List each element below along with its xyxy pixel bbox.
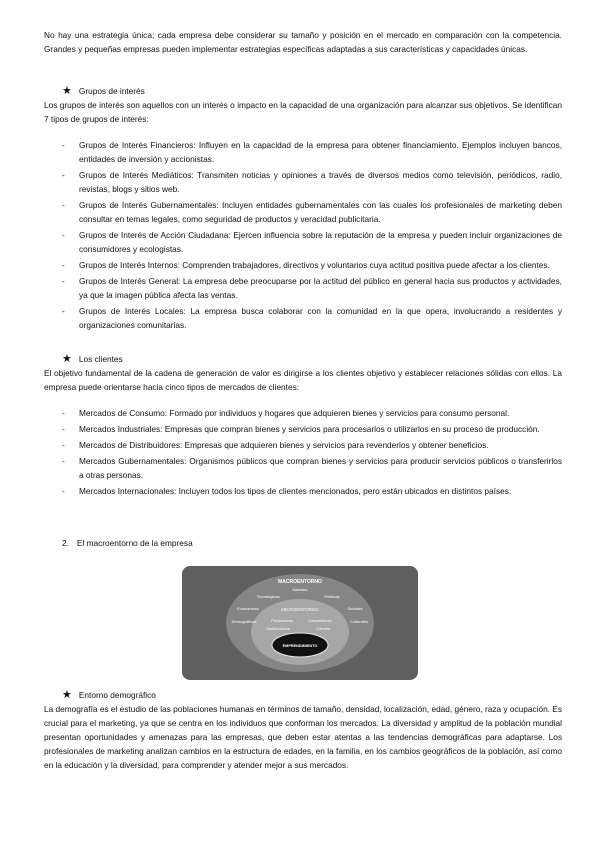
- demografico-paragraph: La demografía es el estudio de las poblaciones humanas en términos de tamaño, densidad, localización, edad, género, raza y ocupación. Es crucial para el marketing, ya que se centra en los individuos que conforman los mercados. La diversidad y amplitud de la población mundial presentan oportunidades y amenazas para las empresas, que deben estar atentas a las tendencias demográficas para adaptarse. Los profesionales de marketing analizan cambios en la estructura de edades, en la familia, en los cambios geográficos de la población, así como en la educación y la diversidad, para comprender y atender mejor a sus mercados.: [44, 704, 562, 770]
- list-item: - Grupos de Interés Internos: Comprenden trabajadores, directivos y voluntarios cuya actitud positiva puede afectar a los clientes.: [44, 258, 562, 272]
- core-label: EMPRENDIMIENTO: [282, 644, 318, 648]
- list-item: - Grupos de Interés Financieros: Influyen en la capacidad de la empresa para obtener financiamiento. Ejemplos incluyen bancos, entidades de inversión y accionistas.: [44, 138, 562, 166]
- micro-label: Clientes: [316, 627, 330, 631]
- macro-label: Culturales: [349, 619, 369, 624]
- list-item: - Mercados de Consumo: Formado por individuos y hogares que adquieren bienes y servicios para consumo personal.: [44, 406, 562, 420]
- grupos-heading-text: Grupos de interés: [78, 86, 145, 96]
- list-item: - Grupos de Interés Gubernamentales: Incluyen entidades gubernamentales con las cuales los profesionales de marketing deben consultar en temas legales, como seguridad de productos y veracidad publicitaria.: [44, 198, 562, 226]
- micro-label: Competidores: [308, 619, 332, 623]
- grupos-intro: Los grupos de interés son aquellos con un interés o impacto en la capacidad de una organización para alcanzar sus objetivos. Se identifican 7 tipos de grupos de interés:: [44, 100, 562, 124]
- grupos-heading: [44, 84, 562, 98]
- demografico-heading-text: Entorno demográfico: [78, 690, 156, 700]
- macro-label: Políticas: [324, 594, 340, 599]
- micro-label: Distribuidores: [266, 627, 290, 631]
- micro-label: Proveedores: [271, 619, 293, 623]
- list-item: - Mercados de Distribuidores: Empresas que adquieren bienes y servicios para revenderlos y obtener beneficios.: [44, 438, 562, 452]
- intro-section: [44, 28, 562, 56]
- intro-paragraph: No hay una estrategia única; cada empresa debe considerar su tamaño y posición en el mercado en comparación con la competencia. Grandes y pequeñas empresas pueden implementar estrategias específicas adaptadas a sus características y capacidades únicas.: [44, 30, 562, 54]
- demografico-heading: [44, 688, 562, 702]
- clientes-heading-text: Los clientes: [78, 354, 123, 364]
- star-icon: ★: [62, 689, 72, 701]
- list-item: - Grupos de Interés de Acción Ciudadana: Ejercen influencia sobre la reputación de la empresa y pueden incluir organizaciones de consumidores y ecologistas.: [44, 228, 562, 256]
- macro-sub: Naturales: [292, 588, 308, 592]
- clientes-intro: El objetivo fundamental de la cadena de generación de valor es dirigirse a los clientes objetivo y establecer relaciones sólidas con ellos. La empresa puede orientarse hacia cinco tipos de mercados de clientes:: [44, 368, 562, 392]
- section2-number: 2.: [62, 538, 69, 548]
- star-icon: ★: [62, 353, 72, 365]
- section2-title: El macroentorno de la empresa: [76, 538, 193, 548]
- micro-title: MICROENTORNO: [281, 607, 319, 612]
- star-icon: ★: [62, 85, 72, 97]
- section2: [44, 536, 562, 550]
- list-item: - Grupos de Interés General: La empresa debe preocuparse por la actitud del público en general hacia sus productos y actividades, ya que la imagen pública afecta las ventas.: [44, 274, 562, 302]
- macro-label: Sociales: [347, 606, 363, 611]
- macroentorno-diagram: [182, 566, 418, 680]
- macro-label: Tecnológicas: [256, 594, 280, 599]
- macro-label: Demográficas: [231, 619, 257, 624]
- list-item: - Mercados Gubernamentales: Organismos públicos que compran bienes y servicios para producir servicios públicos o transferirlos a otras personas.: [44, 454, 562, 482]
- clientes-list: [44, 406, 562, 498]
- clientes-section: [44, 352, 562, 500]
- macroentorno-diagram-svg: [182, 566, 418, 680]
- grupos-list: [44, 138, 562, 332]
- list-item: - Grupos de Interés Mediáticos: Transmiten noticias y opiniones a través de diversos medios como televisión, periódicos, radio, revistas, blogs y sitios web.: [44, 168, 562, 196]
- grupos-section: [44, 84, 562, 334]
- macro-label: Económicas: [237, 606, 259, 611]
- section2-heading: [44, 536, 562, 550]
- demografico-section: [44, 688, 562, 772]
- clientes-heading: [44, 352, 562, 366]
- list-item: - Mercados Industriales: Empresas que compran bienes y servicios para procesarlos o utilizarlos en su proceso de producción.: [44, 422, 562, 436]
- list-item: - Mercados Internacionales: Incluyen todos los tipos de clientes mencionados, pero están ubicados en distintos países.: [44, 484, 562, 498]
- macro-title: MACROENTORNO: [278, 579, 322, 585]
- list-item: - Grupos de Interés Locales: La empresa busca colaborar con la comunidad en la que opera, involucrando a residentes y organizaciones comunitarias.: [44, 304, 562, 332]
